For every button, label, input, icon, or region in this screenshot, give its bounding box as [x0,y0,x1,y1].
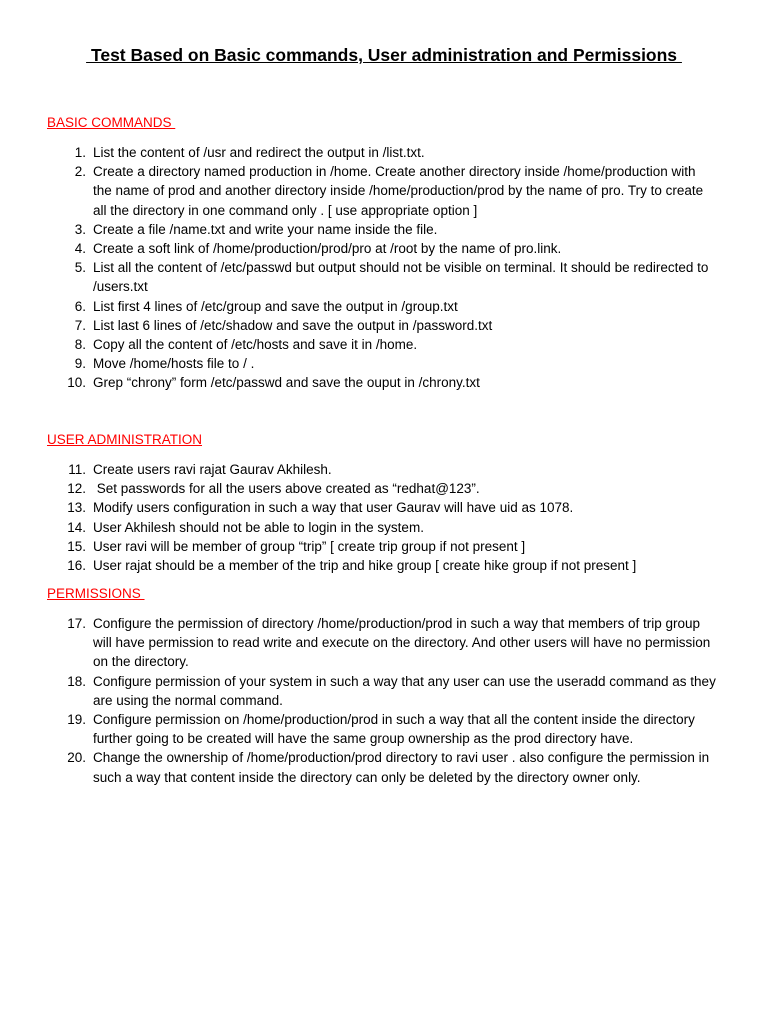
item-number: 11. [68,462,86,477]
list-item [0,479,768,498]
list-item [0,162,768,220]
item-text: User Akhilesh should not be able to login in the system. [93,519,424,535]
item-text: Create a file /name.txt and write your name inside the file. [93,221,438,237]
item-number: 3. [74,221,86,237]
list-item [0,258,768,296]
section-heading-permissions: PERMISSIONS [47,586,145,601]
item-text: User rajat should be a member of the trip and hike group [ create hike group if not present ] [93,558,637,574]
item-number: 14. [67,519,86,535]
item-text: Copy all the content of /etc/hosts and save it in /home. [93,337,418,353]
list-item [0,239,768,258]
list-item [0,614,768,672]
item-text: List last 6 lines of /etc/shadow and save the output in /password.txt [93,317,493,333]
item-number: 18. [67,673,86,689]
list-item [0,460,768,479]
item-text: Configure the permission of directory /home/production/prod in such a way that members of trip group will have permission to read write and execute on the directory. And other users will have no permission on the directory. [93,616,715,670]
document-title: Test Based on Basic commands, User administration and Permissions [86,45,682,65]
item-text: List the content of /usr and redirect the output in /list.txt. [93,145,425,160]
item-text: Configure permission of your system in such a way that any user can use the useradd command as they are using the normal command. [93,673,720,708]
list-item [0,518,768,537]
item-number: 12. [67,481,86,497]
item-text: List first 4 lines of /etc/group and save the output in /group.txt [93,298,458,314]
list-item [0,354,768,373]
item-text: Create users ravi rajat Gaurav Akhilesh. [93,462,332,477]
item-number: 19. [67,712,86,728]
item-text: Move /home/hosts file to / . [93,356,255,372]
item-number: 13. [67,500,86,516]
section-heading-basic-commands: BASIC COMMANDS [47,115,176,130]
item-text: Set passwords for all the users above created as “redhat@123”. [93,481,480,497]
item-number: 16. [67,558,86,574]
list-item [0,556,768,575]
item-number: 9. [74,356,86,372]
item-text: User ravi will be member of group “trip” [ create trip group if not present ] [93,538,526,554]
list-item [0,373,768,392]
item-number: 20. [67,750,86,766]
item-text: Change the ownership of /home/production/prod directory to ravi user . also configure the permission in such a way that content inside the directory can only be deleted by the directory owner only. [93,750,713,785]
item-number: 10. [67,375,86,391]
list-item [0,316,768,335]
list-item [0,143,768,162]
list-item [0,748,768,786]
list-item [0,220,768,239]
item-number: 6. [74,298,86,314]
list-item [0,498,768,517]
item-number: 5. [74,260,86,276]
item-number: 4. [74,241,86,257]
list-item [0,297,768,316]
list-item [0,335,768,354]
list-item [0,672,768,710]
item-number: 7. [74,317,86,333]
item-number: 2. [74,164,86,180]
item-number: 17. [67,616,86,631]
section-heading-user-administration: USER ADMINISTRATION [47,432,203,447]
item-text: Modify users configuration in such a way that user Gaurav will have uid as 1078. [93,500,574,516]
item-text: Create a soft link of /home/production/prod/pro at /root by the name of pro.link. [93,241,562,257]
item-number: 1. [74,145,86,160]
item-number: 15. [67,538,86,554]
list-item [0,537,768,556]
item-text: Grep “chrony” form /etc/passwd and save the ouput in /chrony.txt [93,375,480,391]
permissions-list [0,614,768,787]
user-administration-list [0,460,768,575]
item-text: Configure permission on /home/production/prod in such a way that all the content inside the directory further going to be created will have the same group ownership as the prod directory have. [93,712,699,747]
item-number: 8. [74,337,86,353]
item-text: List all the content of /etc/passwd but output should not be visible on terminal. It should be redirected to /users.txt [93,260,713,295]
list-item [0,710,768,748]
basic-commands-list [0,143,768,393]
item-text: Create a directory named production in /home. Create another directory inside /home/production with the name of prod and another directory inside /home/production/prod by the name of pro. Try to create all the directory in one command only . [ use appropriate option ] [93,164,707,218]
